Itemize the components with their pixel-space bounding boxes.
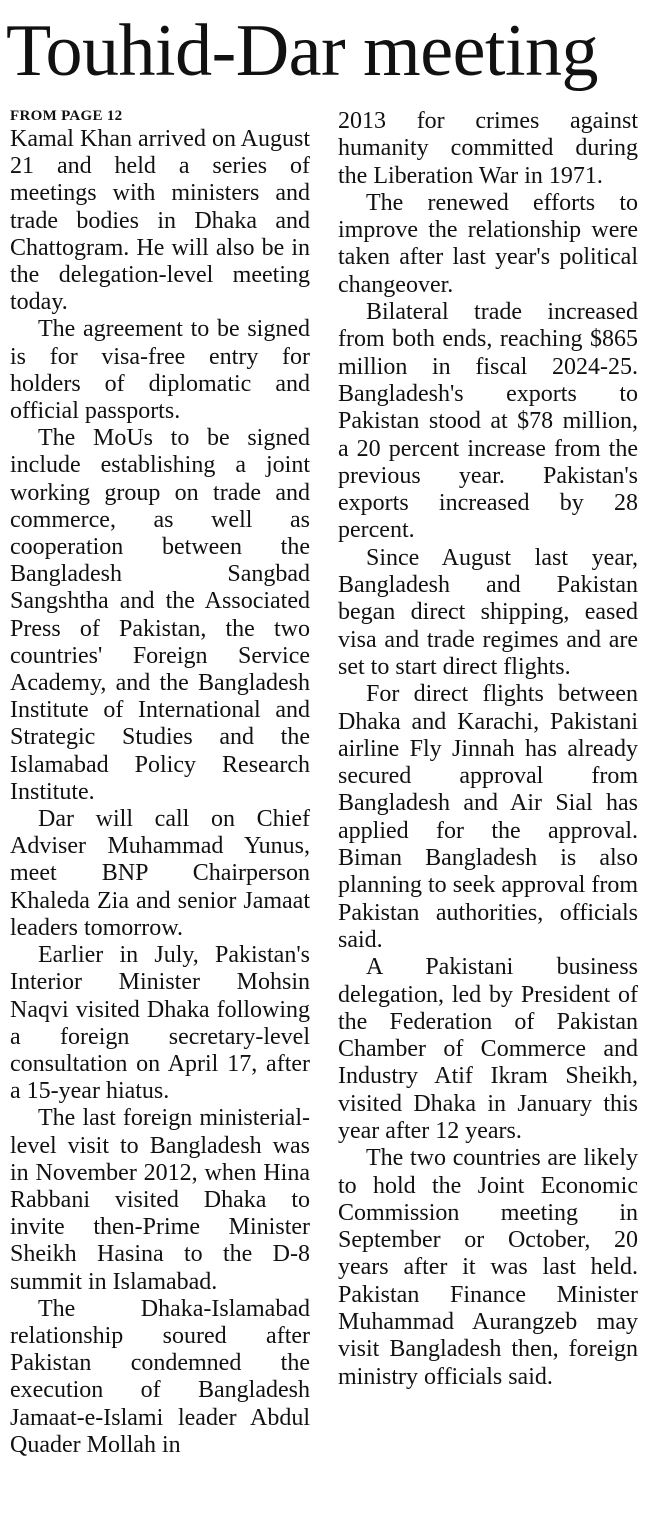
article-paragraph: The two countries are likely to hold the Joint Economic Commission meeting in September or October, 20 years after it was last held. Pakistan Finance Minister Muhammad Aurangzeb may visit Bangladesh then, foreign ministry officials said. bbox=[338, 1145, 638, 1390]
article-paragraph: The last foreign ministerial-level visit to Bangladesh was in November 2012, when Hina Rabbani visited Dhaka to invite then-Prime Minister Sheikh Hasina to the D-8 summit in Islamabad. bbox=[10, 1105, 310, 1295]
article-paragraph: Bilateral trade increased from both ends, reaching $865 million in fiscal 2024-25. Bangladesh's exports to Pakistan stood at $78 million, a 20 percent increase from the previous year. Pakistan's exports increased by 28 percent. bbox=[338, 299, 638, 544]
article-paragraph: Earlier in July, Pakistan's Interior Minister Mohsin Naqvi visited Dhaka following a foreign secretary-level consultation on April 17, after a 15-year hiatus. bbox=[10, 942, 310, 1105]
article-paragraph: The renewed efforts to improve the relationship were taken after last year's political changeover. bbox=[338, 189, 638, 298]
continued-from-kicker: FROM PAGE 12 bbox=[10, 108, 123, 124]
article-column-right bbox=[338, 108, 638, 1391]
article-paragraph: For direct flights between Dhaka and Karachi, Pakistani airline Fly Jinnah has already secured approval from Bangladesh and Air Sial has applied for the approval. Biman Bangladesh is also planning to seek approval from Pakistan authorities, officials said. bbox=[338, 681, 638, 953]
article-paragraph: A Pakistani business delegation, led by President of the Federation of Pakistan Chamber of Commerce and Industry Atif Ikram Sheikh, visited Dhaka in January this year after 12 years. bbox=[338, 954, 638, 1144]
article-paragraph: 2013 for crimes against humanity committed during the Liberation War in 1971. bbox=[338, 108, 638, 189]
headline: Touhid-Dar meeting bbox=[6, 10, 599, 92]
article-paragraph: The agreement to be signed is for visa-free entry for holders of diplomatic and official passports. bbox=[10, 316, 310, 425]
article-paragraph: The MoUs to be signed include establishing a joint working group on trade and commerce, as well as cooperation between the Bangladesh Sangbad Sangshtha and the Associated Press of Pakistan, the two countries' Foreign Service Academy, and the Bangladesh Institute of International and Strategic Studies and the Islamabad Policy Research Institute. bbox=[10, 425, 310, 805]
article-column-left bbox=[10, 106, 310, 1459]
article-paragraph: Dar will call on Chief Adviser Muhammad Yunus, meet BNP Chairperson Khaleda Zia and senior Jamaat leaders tomorrow. bbox=[10, 806, 310, 941]
article-paragraph: Since August last year, Bangladesh and Pakistan began direct shipping, eased visa and trade regimes and are set to start direct flights. bbox=[338, 544, 638, 680]
article-paragraph: The Dhaka-Islamabad relationship soured after Pakistan condemned the execution of Bangladesh Jamaat-e-Islami leader Abdul Quader Mollah in bbox=[10, 1295, 310, 1458]
article-paragraph: Kamal Khan arrived on August 21 and held a series of meetings with ministers and trade bodies in Dhaka and Chattogram. He will also be in the delegation-level meeting today. bbox=[10, 126, 310, 316]
